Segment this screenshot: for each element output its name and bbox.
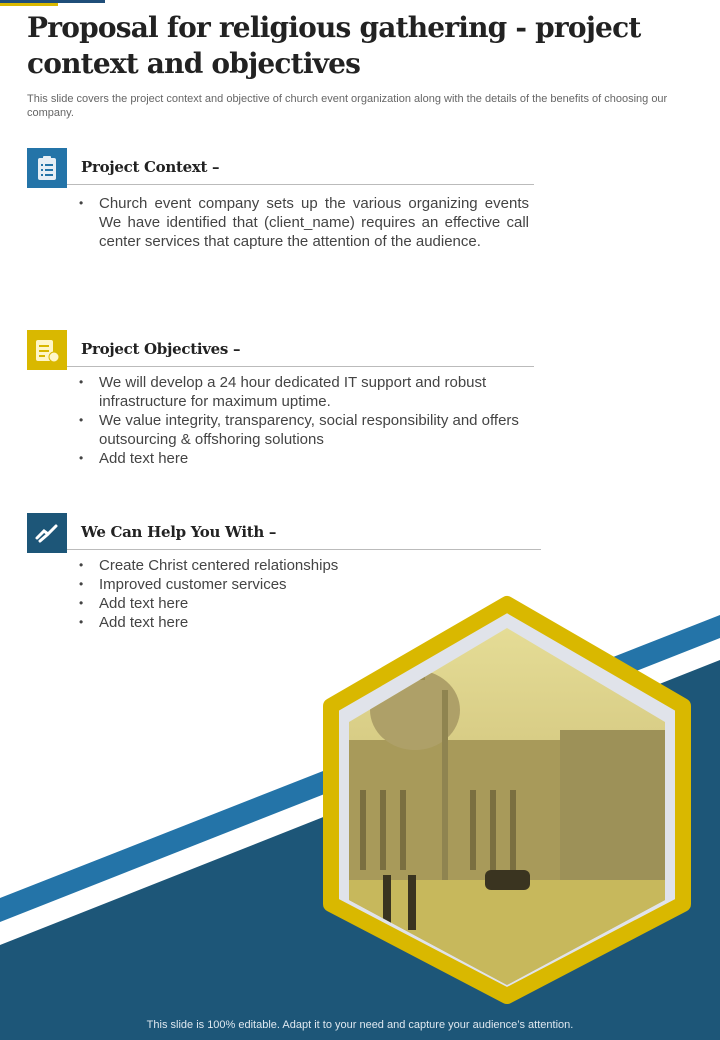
handshake-icon (27, 513, 67, 553)
page-subtitle: This slide covers the project context and objective of church event organization along with the details of the benefits of choosing our company. (27, 93, 668, 119)
divider (67, 184, 534, 185)
section-heading: We Can Help You With – (81, 523, 277, 541)
divider (67, 366, 534, 367)
list-item: • Create Christ centered relationships (99, 556, 539, 575)
footer-note: This slide is 100% editable. Adapt it to your need and capture your audience’s attention. (146, 1019, 574, 1031)
checklist-icon (27, 330, 67, 370)
section-heading: Project Context – (81, 158, 220, 176)
divider (67, 549, 541, 550)
page-title: Proposal for religious gathering - project context and objectives (27, 11, 641, 80)
list-item: • Add text here (99, 449, 539, 468)
list-item: • We will develop a 24 hour dedicated IT support and robust infrastructure for maximum uptime. (99, 373, 539, 411)
clipboard-icon (27, 148, 67, 188)
list-item: • Improved customer services (99, 575, 539, 594)
section-heading: Project Objectives – (81, 340, 241, 358)
list-item: • We value integrity, transparency, social responsibility and offers outsourcing & offshoring solutions (99, 411, 539, 449)
list-item: • Add text here (99, 613, 539, 632)
list-item: • Add text here (99, 594, 539, 613)
list-item: • Church event company sets up the various organizing events We have identified that (client_name) requires an effective call center services that capture the attention of the audience. (99, 194, 529, 251)
